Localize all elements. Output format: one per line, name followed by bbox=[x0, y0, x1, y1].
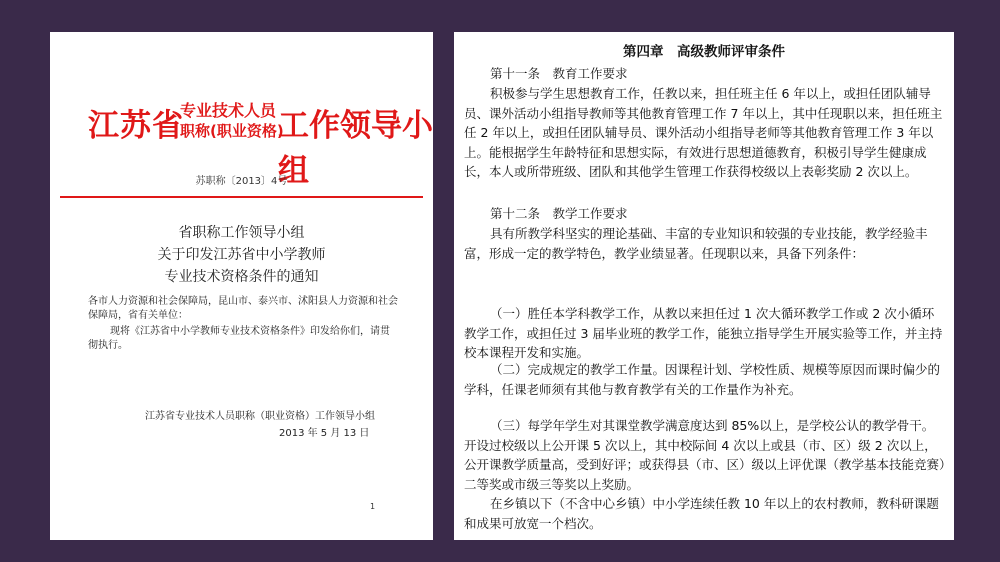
rural-teacher-note: 在乡镇以下（不含中心乡镇）中小学连续任教 10 年以上的农村教师，教科研课题和成果可放宽一个档次。 bbox=[464, 496, 939, 531]
notice-title-line: 关于印发江苏省中小学教师 bbox=[157, 247, 326, 263]
letterhead-suffix: 工作领导小组 bbox=[278, 108, 433, 189]
chapter-title: 第四章 高级教师评审条件 bbox=[623, 44, 785, 60]
page-number: 1 bbox=[370, 502, 376, 511]
letterhead-middle-line2: 职称(职业资格) bbox=[180, 122, 284, 140]
requirement-item: （三）每学年学生对其课堂教学满意度达到 85%以上，是学校公认的教学骨干。开设过校级以上公开课 5 次以上，其中校际间 4 次以上或县（市、区）级 2 次以上，公开课教学质量高，受到好评；或获得县（市、区）级以上评优课（教学基本技能竞赛）二等奖或市级三等奖以上奖励。 bbox=[464, 418, 946, 492]
addressees: 各市人力资源和社会保障局，昆山市、泰兴市、沭阳县人力资源和社会保障局，省有关单位： bbox=[88, 296, 398, 321]
article-12-heading: 第十二条 教学工作要求 bbox=[490, 206, 628, 221]
signature-organization: 江苏省专业技术人员职称（职业资格）工作领导小组 bbox=[145, 411, 375, 422]
red-divider bbox=[60, 196, 423, 198]
notice-title bbox=[50, 222, 433, 288]
signature-date: 2013 年 5 月 13 日 bbox=[279, 428, 370, 439]
notice-body: 现将《江苏省中小学教师专业技术资格条件》印发给你们，请贯彻执行。 bbox=[88, 326, 390, 351]
article-12-body: 具有所教学科坚实的理论基础、丰富的专业知识和较强的专业技能，教学经验丰富，形成一定的教学特色，教学业绩显著。任现职以来，具备下列条件： bbox=[464, 226, 928, 261]
article-11-heading: 第十一条 教育工作要求 bbox=[490, 66, 628, 81]
letterhead-middle-line1: 专业技术人员 bbox=[180, 101, 277, 120]
requirement-item: （一）胜任本学科教学工作，从教以来担任过 1 次大循环教学工作或 2 次小循环教学工作，或担任过 3 届毕业班的教学工作，能独立指导学生开展实验等工作，并主持校本课程开发和实施。 bbox=[464, 306, 943, 360]
notice-title-line: 专业技术资格条件的通知 bbox=[164, 269, 319, 285]
criteria-document-page bbox=[454, 32, 954, 540]
article-11-body: 积极参与学生思想教育工作，任教以来，担任班主任 6 年以上，或担任团队辅导员、课外活动小组指导教师等其他教育管理工作 7 年以上，其中任现职以来，担任班主任 2 年以上，或担任团队辅导员、课外活动小组指导老师等其他教育管理工作 3 年以上。能根据学生年龄特征和思想实际，有效进行思想道德教育，积极引导学生健康成长，本人或所带班级、团队和其他学生管理工作获得校级以上表彰奖励 2 次以上。 bbox=[464, 86, 943, 179]
letterhead-province: 江苏省 bbox=[88, 108, 184, 144]
document-number: 苏职称〔2013〕4号 bbox=[195, 176, 288, 187]
requirement-item: （二）完成规定的教学工作量。因课程计划、学校性质、规模等原因而课时偏少的学科，任课老师须有其他与教育教学有关的工作量作为补充。 bbox=[464, 362, 941, 397]
notice-document-page bbox=[50, 32, 433, 540]
notice-title-line: 省职称工作领导小组 bbox=[178, 225, 305, 241]
